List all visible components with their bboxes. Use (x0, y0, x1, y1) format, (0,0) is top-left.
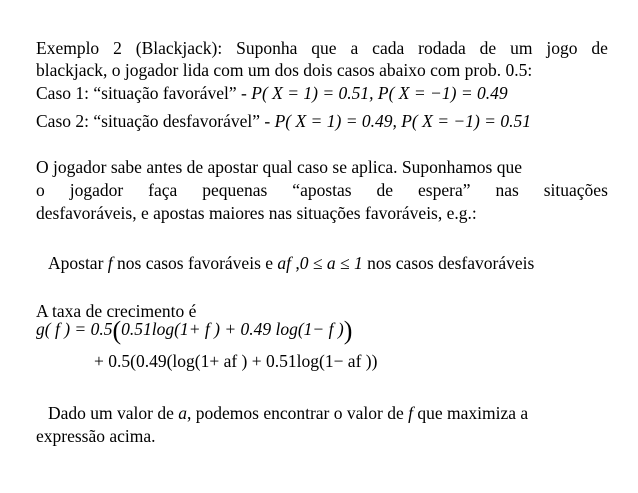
growth-equation-line-2: + 0.5(0.49(log(1+ af ) + 0.51log(1− af )) (94, 351, 378, 371)
example-line-2: blackjack, o jogador lida com um dos dois casos abaixo com prob. 0.5: (36, 60, 533, 80)
conclusion-line-2: expressão acima. (36, 426, 156, 446)
player-line-2-word: nas (495, 180, 519, 200)
example-line-1-word: de (591, 38, 608, 58)
conclusion-part-3: que maximiza a (412, 403, 529, 423)
player-line-2-word: situações (543, 180, 608, 200)
growth-body: 0.51log(1+ f ) + 0.49 log(1− f ) (121, 319, 344, 339)
example-line-1-word: Suponha (236, 38, 298, 58)
example-line-1-word: jogo (546, 38, 578, 58)
example-line-1-word: 2 (113, 38, 122, 58)
case-1-probabilities: P( X = 1) = 0.51, P( X = −1) = 0.49 (251, 83, 508, 103)
case-1-line (36, 83, 608, 103)
case-1-label: Caso 1: “situação favorável” - (36, 83, 252, 103)
player-line-2 (36, 180, 608, 200)
example-line-1-word: Exemplo (36, 38, 100, 58)
case-2-line (36, 111, 608, 131)
case-2-probabilities: P( X = 1) = 0.49, P( X = −1) = 0.51 (274, 111, 531, 131)
growth-close-paren: ) (343, 316, 353, 345)
conclusion-line-1 (48, 403, 608, 423)
bet-line (48, 253, 620, 273)
conclusion-part-1: Dado um valor de (48, 403, 179, 423)
player-line-2-word: “apostas (292, 180, 352, 200)
growth-lhs: g( f ) = 0.5 (36, 319, 113, 339)
bet-middle: nos casos favoráveis e (112, 253, 278, 273)
player-line-2-word: de (376, 180, 394, 200)
example-line-1-word: (Blackjack): (135, 38, 223, 58)
example-line-1 (36, 38, 608, 58)
player-line-2-word: faça (148, 180, 178, 200)
example-line-1-word: de (479, 38, 497, 58)
case-2-label: Caso 2: “situação desfavorável” - (36, 111, 275, 131)
player-line-2-word: jogador (69, 180, 124, 200)
conclusion-a: a (178, 403, 187, 423)
growth-open-paren: ( (112, 316, 122, 345)
example-line-1-word: cada (372, 38, 405, 58)
player-line-2-word: espera” (418, 180, 471, 200)
conclusion-part-2: , podemos encontrar o valor de (187, 403, 409, 423)
bet-suffix: nos casos desfavoráveis (362, 253, 535, 273)
player-line-2-word: o (36, 180, 45, 200)
example-line-1-word: um (510, 38, 533, 58)
player-line-3: desfavoráveis, e apostas maiores nas situações favoráveis, e.g.: (36, 203, 477, 223)
conclusion-f: f (408, 403, 413, 423)
bet-f: f (107, 253, 113, 273)
growth-title: A taxa de crecimento é (36, 301, 197, 321)
player-line-1: O jogador sabe antes de apostar qual caso se aplica. Suponhamos que (36, 157, 522, 177)
bet-prefix: Apostar (48, 253, 108, 273)
player-line-2-word: pequenas (202, 180, 268, 200)
growth-equation-line-1 (36, 316, 353, 345)
example-line-1-word: rodada (418, 38, 466, 58)
example-line-1-word: a (350, 38, 359, 58)
bet-condition: af ,0 ≤ a ≤ 1 (277, 253, 363, 273)
example-line-1-word: que (311, 38, 337, 58)
